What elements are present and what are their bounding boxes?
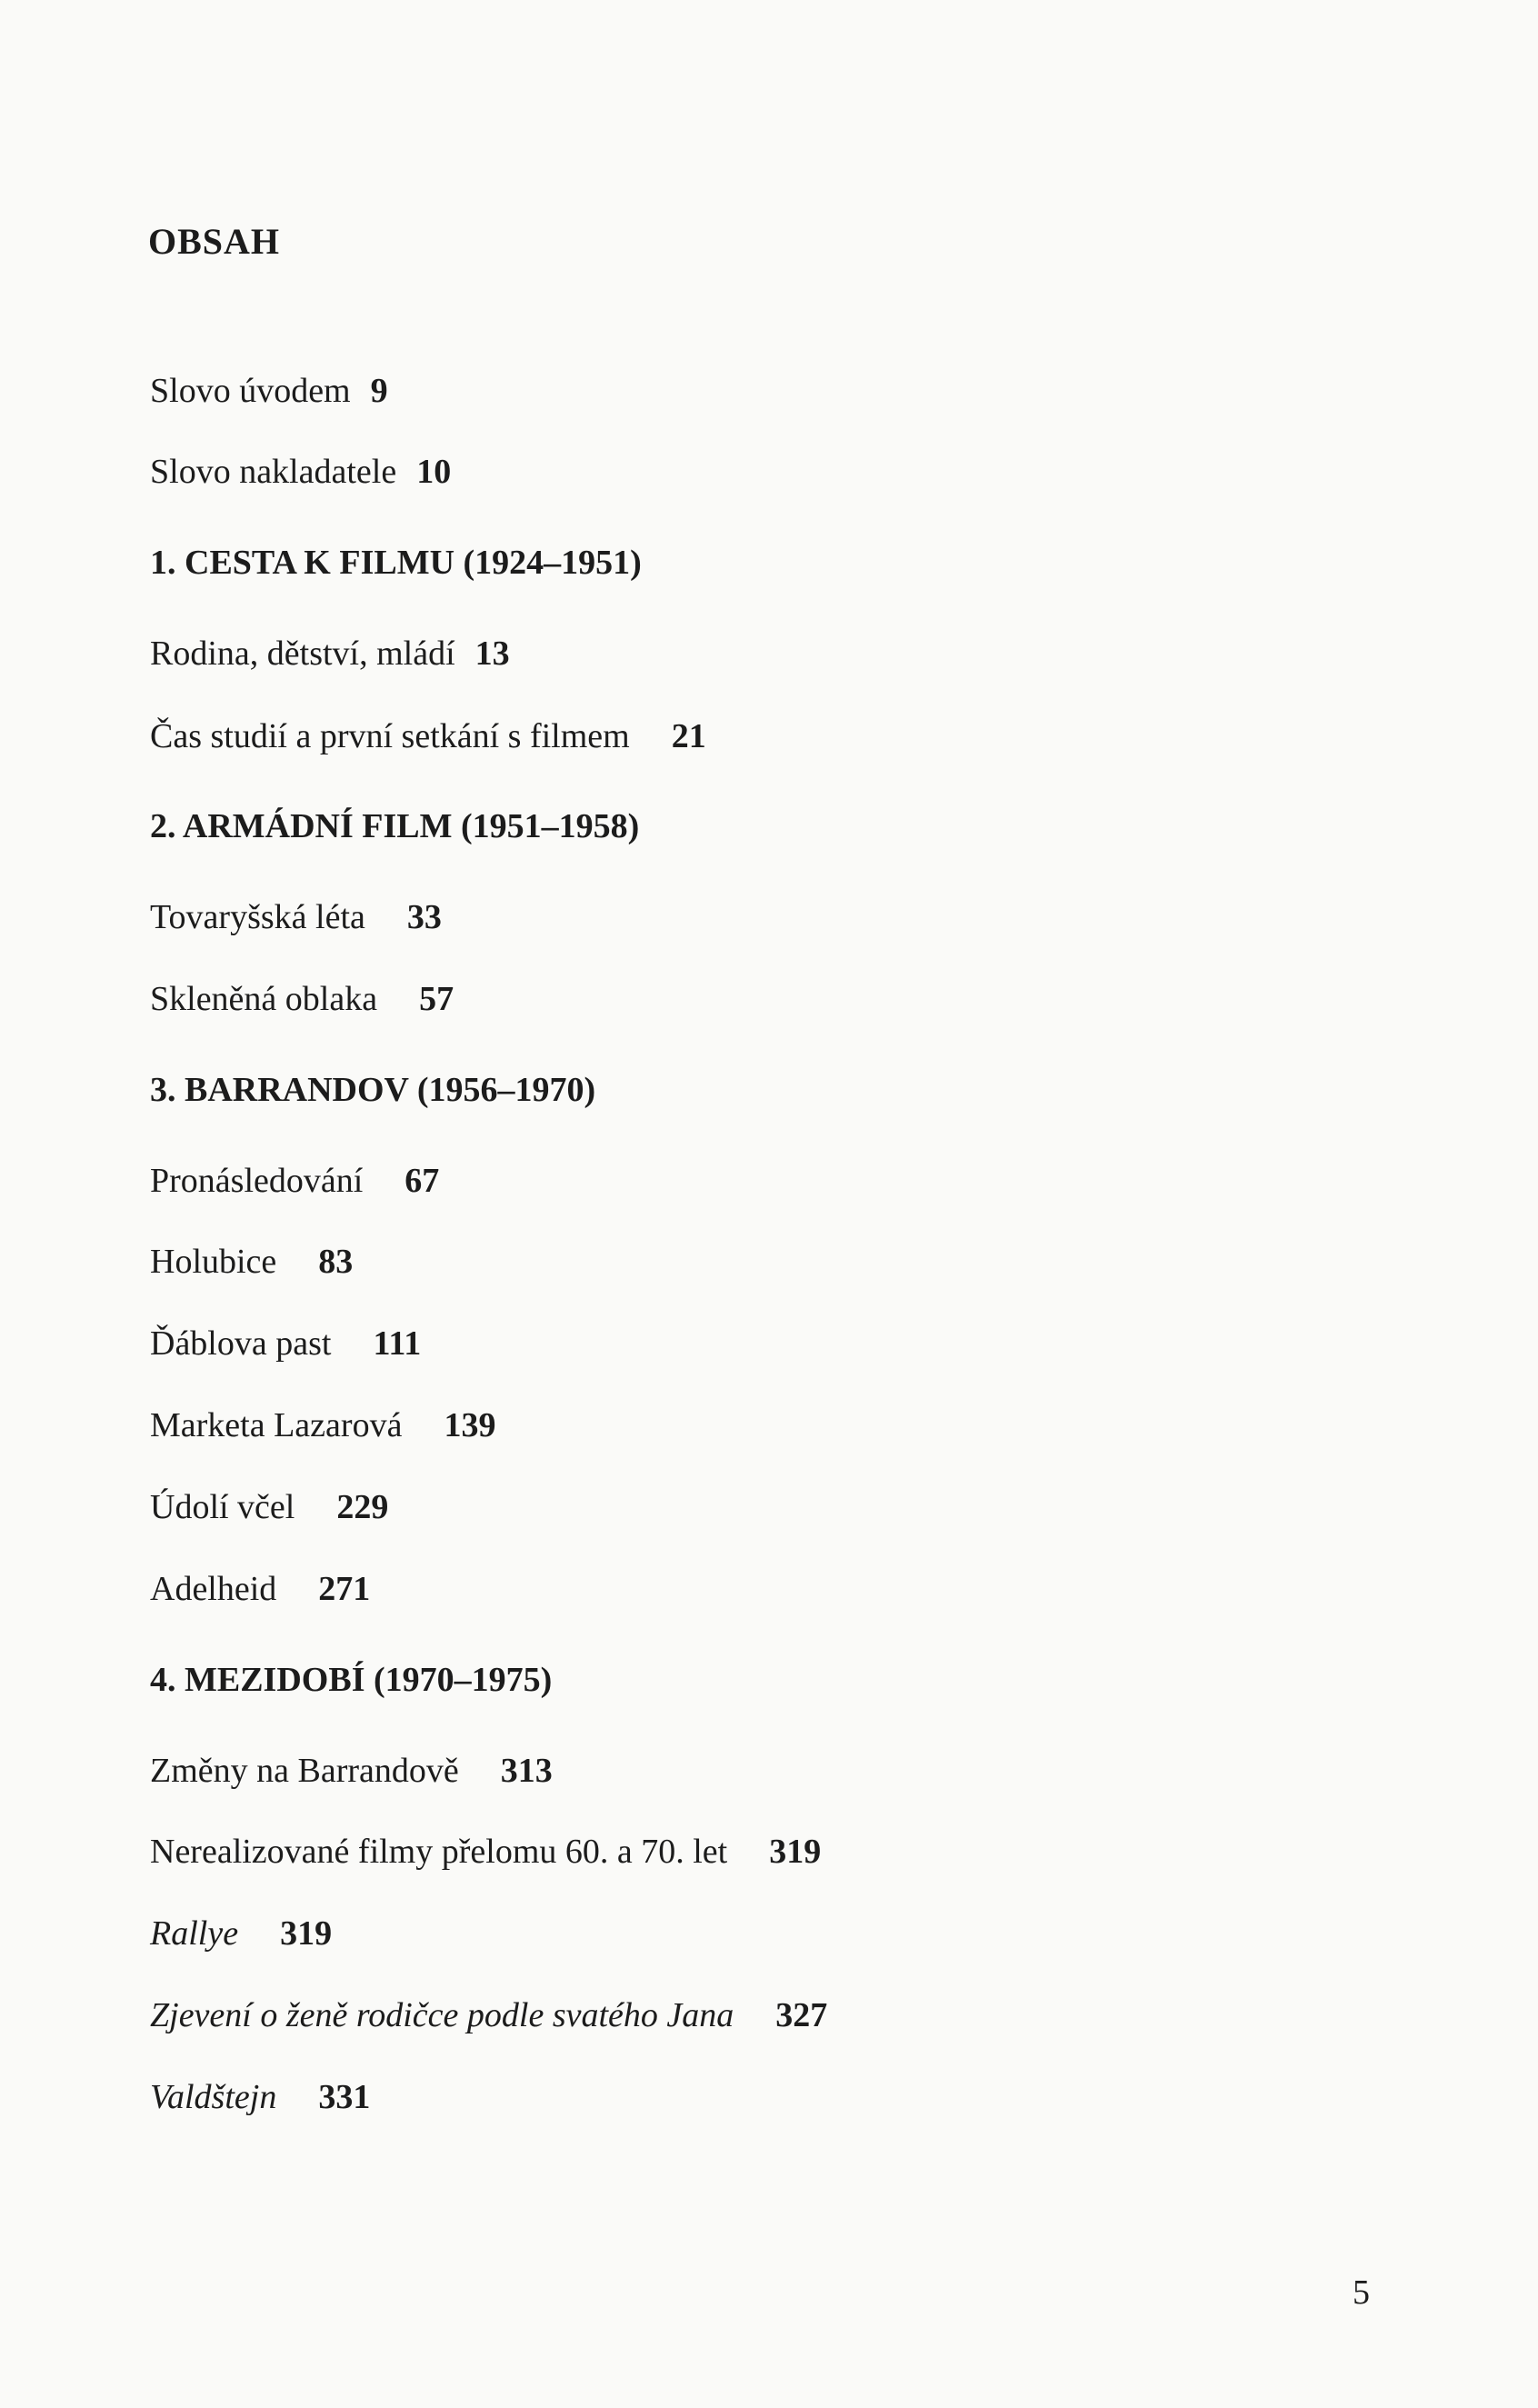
toc-entry [150, 900, 442, 934]
toc-entry-page: 21 [671, 717, 706, 755]
toc-entry [150, 1754, 553, 1788]
toc-entry-title: Nerealizované filmy přelomu 60. a 70. let [150, 1833, 728, 1871]
toc-entry-title: Slovo úvodem [150, 372, 351, 410]
page-heading: OBSAH [148, 221, 281, 262]
toc-entry-page: 67 [404, 1162, 440, 1200]
toc-entry-title: Pronásledování [150, 1162, 364, 1200]
toc-entry-title: Adelheid [150, 1570, 277, 1608]
toc-entry [150, 1244, 353, 1279]
toc-entry-title: Skleněná oblaka [150, 980, 378, 1018]
toc-entry-title: Rodina, dětství, mládí [150, 634, 455, 673]
toc-entry [150, 374, 388, 408]
toc-entry [150, 1408, 495, 1443]
toc-section-heading: 2. ARMÁDNÍ FILM (1951–1958) [150, 807, 640, 845]
toc-entry-title: Slovo nakladatele [150, 453, 397, 491]
toc-entry-title: Holubice [150, 1243, 277, 1281]
toc-entry [150, 1490, 388, 1524]
toc-entry [150, 2080, 370, 2114]
toc-entry [150, 1834, 821, 1869]
toc-entry-title: Zjevení o ženě rodičce podle svatého Jana [150, 1996, 734, 2034]
toc-entry-page: 331 [318, 2078, 371, 2116]
toc-entry-title: Čas studií a první setkání s filmem [150, 717, 630, 755]
toc-entry-page: 319 [280, 1914, 333, 1953]
toc-entry-title: Změny na Barrandově [150, 1752, 459, 1790]
toc-section-heading: 3. BARRANDOV (1956–1970) [150, 1071, 596, 1109]
toc-entry [150, 1998, 827, 2033]
toc-entry-page: 229 [336, 1488, 389, 1526]
toc-entry [150, 719, 706, 754]
toc-entry [150, 1326, 421, 1361]
toc-entry [150, 636, 510, 671]
page-number: 5 [1353, 2273, 1370, 2312]
toc-entry-page: 111 [373, 1324, 422, 1363]
toc-entry-title: Valdštejn [150, 2078, 277, 2116]
toc-section-heading: 4. MEZIDOBÍ (1970–1975) [150, 1661, 553, 1699]
toc-entry [150, 982, 454, 1016]
toc-entry [150, 1916, 332, 1951]
toc-entry-page: 33 [406, 898, 442, 936]
toc-entry-page: 313 [500, 1752, 553, 1790]
toc-entry-title: Údolí včel [150, 1488, 295, 1526]
toc-entry-page: 57 [419, 980, 454, 1018]
toc-entry-title: Ďáblova past [150, 1324, 332, 1363]
toc-entry-title: Tovaryšská léta [150, 898, 365, 936]
toc-entry-page: 9 [370, 372, 388, 410]
toc-entry [150, 455, 451, 489]
toc-entry-page: 83 [318, 1243, 354, 1281]
toc-entry [150, 1164, 439, 1198]
toc-entry-page: 139 [444, 1406, 496, 1444]
toc-entry [150, 1572, 370, 1606]
toc-entry-page: 10 [416, 453, 452, 491]
toc-entry-page: 13 [474, 634, 510, 673]
toc-entry-page: 319 [769, 1833, 822, 1871]
toc-section-heading: 1. CESTA K FILMU (1924–1951) [150, 544, 642, 582]
toc-entry-page: 327 [775, 1996, 828, 2034]
toc-entry-title: Rallye [150, 1914, 239, 1953]
toc-entry-page: 271 [318, 1570, 371, 1608]
toc-entry-title: Marketa Lazarová [150, 1406, 403, 1444]
